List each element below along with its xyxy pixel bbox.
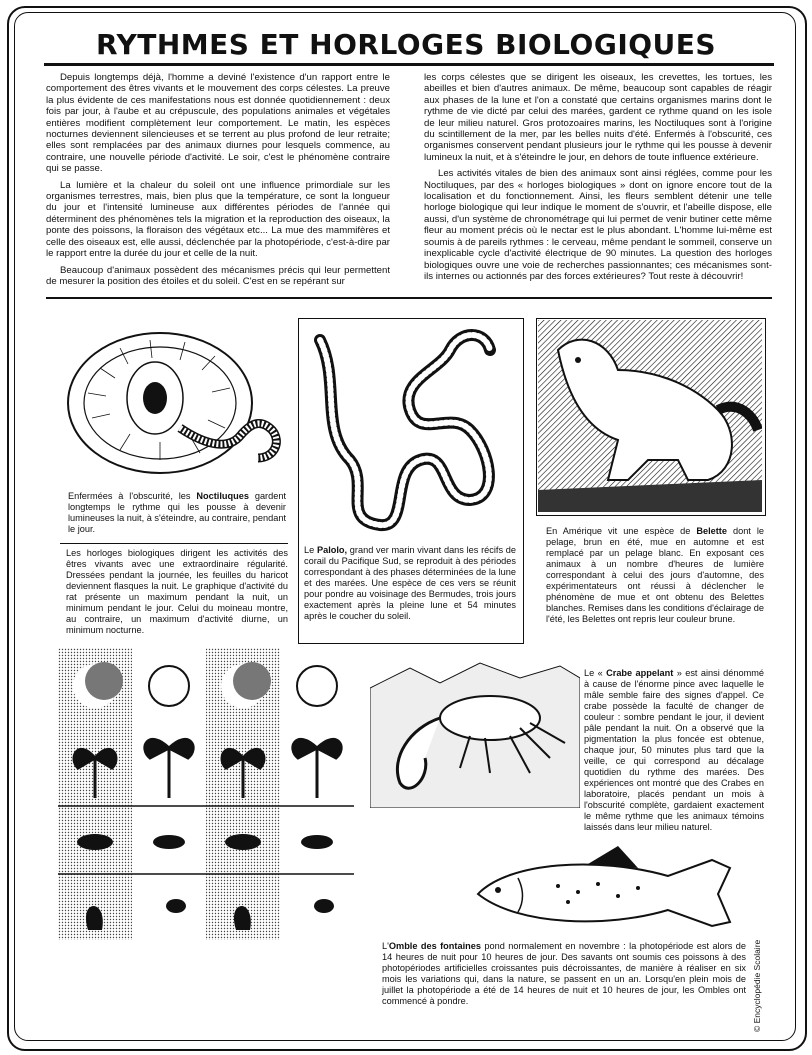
caption-text: En Amérique vit une espèce de	[546, 526, 697, 536]
caption-text: L'	[382, 941, 389, 951]
caption-text: Le	[304, 545, 317, 555]
title-underline	[44, 63, 774, 66]
intro-left-paragraph: La lumière et la chaleur du soleil ont une influence primordiale sur les organismes terrestres, mais, bien plus que la température, ce sont la longueur du jour et l'intensité lumineuse aux différentes périodes de l'année qui déterminent des phénomènes tels la migration et la reproduction des oiseaux, la ponte des poissons, la floraison des végétaux etc... La mue des mammifères et celle des oiseaux est, elle aussi, déclenchée par la photopériode, c'est-à-dire par le rapport entre la durée du jour et celle de la nuit.	[46, 179, 390, 260]
section-divider	[46, 297, 772, 299]
caption-text: dont le pelage, brun en été, mue en automne et est remplacé par un pelage blanc. En exposant ces animaux à un nombre d'heures de lumière correspondant à celui des jours d'automne, des expérimentateurs ont réussi à déclencher le phénomène de mue et ont obtenu des Belettes blanches. Remises dans les conditions d'éclairage de l'été, les Belettes ont repris leur couleur brune.	[546, 526, 764, 624]
crabe-illustration	[370, 658, 580, 808]
caption-bold: Palolo,	[316, 545, 348, 555]
caption-text: gardent longtemps le rythme qui les pousse à devenir lumineuses la nuit, à s'éteindre, au contraire, pendant le jour.	[68, 491, 286, 534]
palolo-caption	[304, 545, 516, 622]
noctiluque-illustration	[60, 318, 290, 488]
caption-bold: Belette	[696, 526, 727, 536]
caption-text: pond normalement en novembre : la photopériode est alors de 14 heures de nuit pour 10 heures de jour. Des savants ont soumis ces poissons à des photopériodes artificielles croissantes puis décroissantes, de manière à réaliser en six mois les variations qui, dans la nature, se passent en un an. Lorsqu'en plein mois de juillet la photopériode a été de 14 heures de nuit et 10 heures de jour, les Ombles ont commencé à pondre.	[382, 941, 746, 1006]
crabe-caption	[584, 668, 764, 833]
intro-left-paragraph: Depuis longtemps déjà, l'homme a deviné l'existence d'un rapport entre le comportement des êtres vivants et le mouvement des corps célestes. La preuve la plus évidente de ces manifestations nous est donnée quotidiennement : deux fois par jour, à l'aube et au crépuscule, des populations animales et végétales entières modifient complètement leur comportement. Le matin, les espèces nocturnes deviennent silencieuses et se terrent au plus profond de leur retraite; elles sont remplacées par des animaux diurnes pour lesquels commence, au contraire, une nouvelle période d'activité. Le soir, c'est le phénomène contraire qui se passe.	[46, 72, 390, 175]
rhythm-chart-illustration	[58, 648, 354, 940]
caption-bold: Omble des fontaines	[388, 941, 481, 951]
palolo-worm-illustration	[300, 320, 520, 540]
caption-text: Enfermées à l'obscurité, les	[68, 491, 197, 501]
intro-right-paragraph: Les activités vitales de bien des animaux sont ainsi réglées, comme pour les Noctiluques, par des « horloges biologiques » dont on ignore encore tout de la localisation et du fonctionnement. Ainsi, les fleurs semblent détenir une telle horloge biologique qui leur indique le moment de s'ouvrir, et l'abeille dispose, elle aussi, d'un système de chronométrage qui lui permet de venir butiner cette même fleur au moment précis où le nectar est le plus abondant. L'homme lui-même est soumis à de pareils rythmes : le cerveau, même pendant le sommeil, conserve un inexplicable cycle d'activité électrique de 90 minutes. La question des horloges biologiques ouvre une voie de recherches passionnantes; ces mécanismes sont-ils internes ou actionnés par des forces extérieures? Tout reste à découvrir!	[424, 168, 772, 282]
sun-icon	[297, 666, 337, 706]
caption-bold: Crabe appelant	[606, 668, 674, 678]
caption-bold: Noctiluques	[196, 491, 249, 501]
caption-divider	[60, 543, 288, 544]
belette-caption	[546, 526, 764, 625]
intro-right-column	[424, 72, 772, 287]
horloges-caption	[66, 548, 288, 636]
omble-caption	[382, 941, 746, 1007]
noctiluque-caption	[68, 491, 286, 535]
omble-fish-illustration	[468, 842, 754, 938]
intro-left-paragraph: Beaucoup d'animaux possèdent des mécanismes précis qui leur permettent de mesurer la position des étoiles et du soleil. C'est en se repérant sur	[46, 264, 390, 287]
intro-right-paragraph: les corps célestes que se dirigent les oiseaux, les crevettes, les tortues, les abeilles et bien d'autres animaux. De même, beaucoup sont capables de réagir aux phases de la lune et l'on a constaté que certains organismes marins dont le rythme de vie dicté par celui des marées, gardent ce rythme quand on les isole de leur milieu naturel. Gros protozoaires marins, les Noctiluques sont à l'origine du scintillement de la mer, par les belles nuits d'été. Enfermés à l'obscurité, ces organismes conservent pendant plusieurs jour le rythme qui les pousse à devenir lumineux la nuit, et à s'éteindre le jour, en dehors de toute influence extérieure.	[424, 72, 772, 163]
caption-text: grand ver marin vivant dans les récifs de corail du Pacifique Sud, se reproduit à des périodes correspondant à des phases déterminées de la lune et des marées. Une espèce de ces vers se réunit pour pondre au voisinage des Bermudes, trois jours exactement après la pleine lune et 54 minutes après le coucher du soleil.	[304, 545, 516, 621]
caption-text: » est ainsi dénommé à cause de l'énorme pince avec laquelle le mâle semble faire des signes d'appel. Ce crabe possède la faculté de changer de couleur : sombre pendant le jour, il devient pâle pendant la nuit. On a observé que la pigmentation la plus foncée est obtenue, chaque jour, 50 minutes plus tard que la veille, ce qui correspond au décalage quotidien du rythme des marées. Des expériences ont montré que des Crabes en laboratoire, placés pendant un mois à l'obscurité complète, gardaient exactement le même rythme que les animaux témoins laissés dans leur milieu naturel.	[584, 668, 765, 832]
caption-text: Les horloges biologiques dirigent les activités des êtres vivants avec une extraordinaire régularité. Dressées pendant la journée, les feuilles du haricot deviennent flasques la nuit. Le graphique d'activité du rat présente un maximum pendant la nuit, un minimum pendant le jour. Celui du moineau montre, au contraire, un maximum d'activité diurne, un minimum nocturne.	[66, 548, 288, 635]
belette-illustration	[538, 320, 762, 512]
copyright-notice: © Encyclopédie Scolaire	[752, 939, 762, 1032]
sun-icon	[149, 666, 189, 706]
caption-text: Le «	[584, 668, 607, 678]
page-title: RYTHMES ET HORLOGES BIOLOGIQUES	[95, 28, 717, 61]
intro-left-column	[46, 72, 390, 292]
